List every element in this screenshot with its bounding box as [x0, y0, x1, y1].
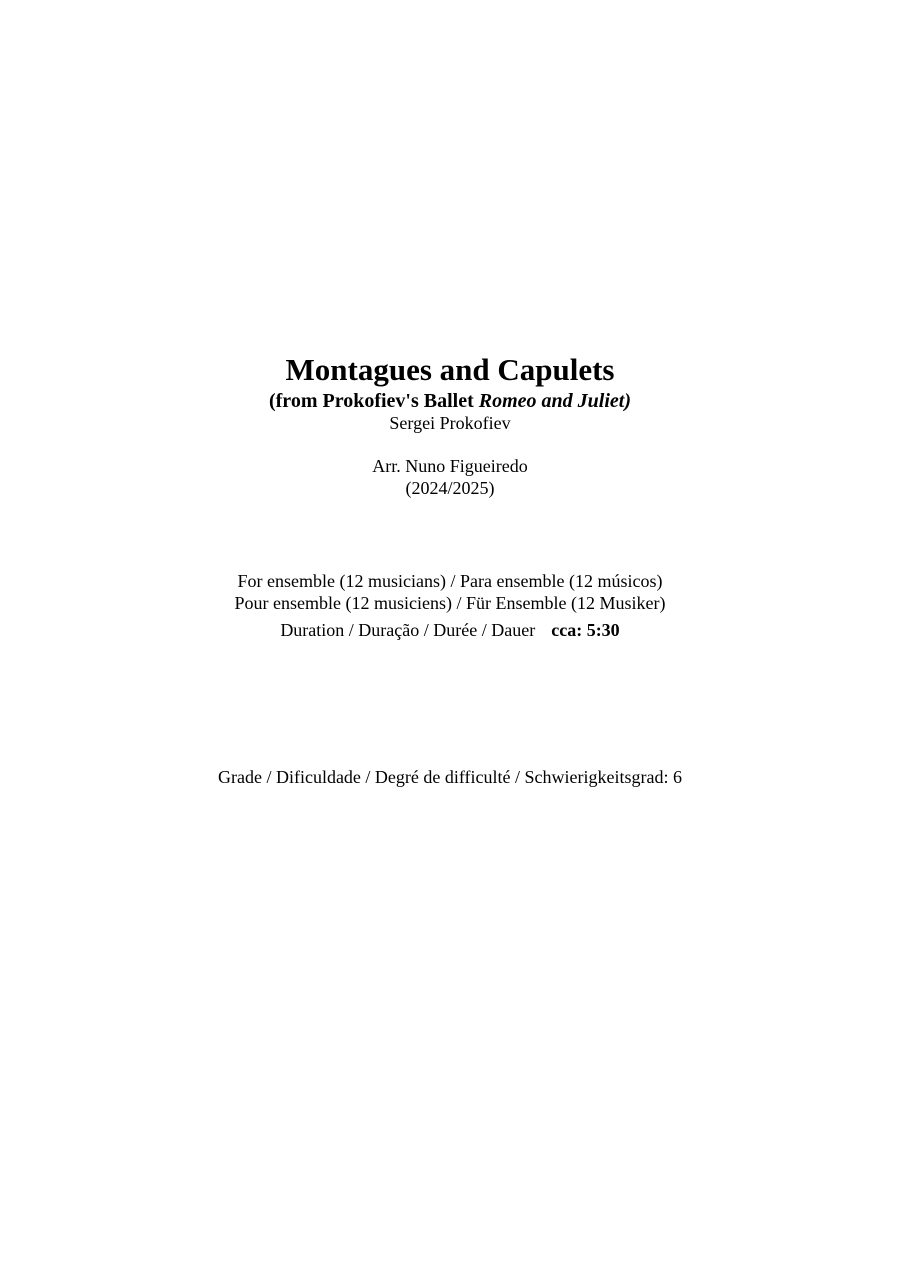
arranger: Arr. Nuno Figueiredo	[372, 456, 528, 476]
subtitle	[0, 391, 900, 411]
instrumentation-line-1: For ensemble (12 musicians) / Para ensemble (12 músicos)	[237, 571, 663, 591]
page-title: Montagues and Capulets	[285, 352, 615, 387]
subtitle-prefix: (from Prokofiev's Ballet	[268, 390, 479, 412]
duration-value: cca: 5:30	[551, 620, 620, 640]
duration	[0, 621, 900, 639]
years: (2024/2025)	[405, 478, 495, 498]
subtitle-work-title: Romeo and Juliet)	[478, 390, 631, 412]
difficulty-grade: Grade / Dificuldade / Degré de difficulté / Schwierigkeitsgrad: 6	[217, 767, 682, 787]
instrumentation-line-2: Pour ensemble (12 musiciens) / Für Ensemble (12 Musiker)	[234, 593, 666, 613]
duration-label: Duration / Duração / Durée / Dauer	[280, 620, 536, 640]
composer: Sergei Prokofiev	[389, 413, 511, 433]
